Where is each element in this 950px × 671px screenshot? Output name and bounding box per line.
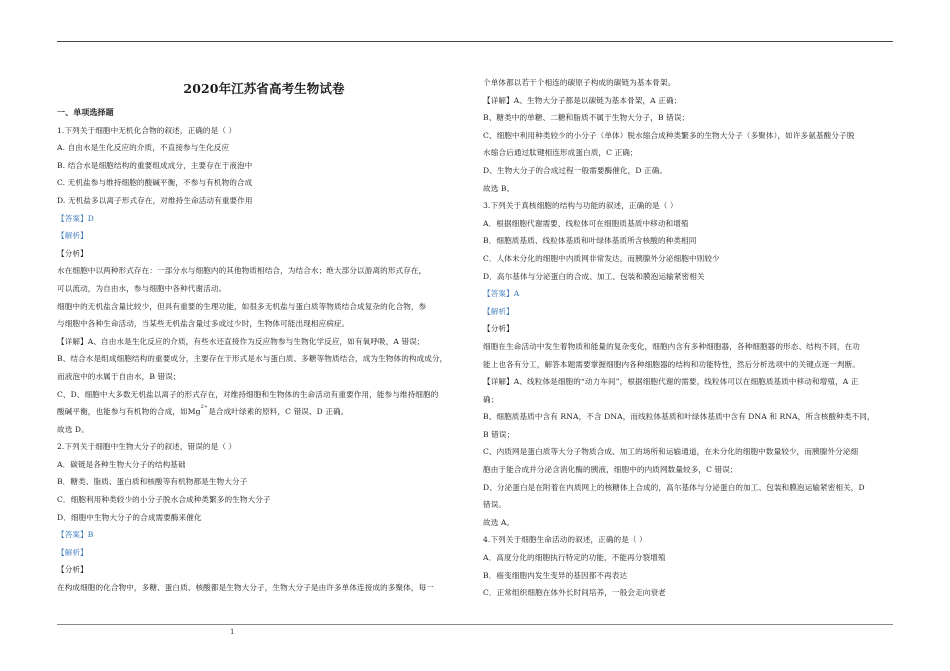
q1-detail-text: 酸碱平衡，也能参与有机物的合成，如Mg <box>57 407 201 417</box>
q3-jiexi: 【解析】 <box>483 306 514 316</box>
q1-fenxi-label: 【分析】 <box>57 248 88 258</box>
q3-conclusion: 故选 A。 <box>483 517 515 527</box>
page-title: 2020年江苏省高考生物试卷 <box>183 81 345 96</box>
right-column <box>483 74 893 602</box>
left-column <box>57 74 471 597</box>
footer-rule <box>57 624 893 625</box>
q1-analysis-line: 可以流动，为自由水，参与细胞中各种代谢活动。 <box>57 283 227 293</box>
q1-option-d: D. 无机盐多以离子形式存在，对维持生命活动有重要作用 <box>57 195 253 205</box>
q1-detail-line: B、结合水是组成细胞结构的重要成分，主要存在于形式是水与蛋白质、多糖等物质结合，成为生物体的构成成分， <box>57 354 448 364</box>
q1-option-b: B. 结合水是细胞结构的重要组成成分，主要存在于液泡中 <box>57 160 253 170</box>
q2-conclusion: 故选 B。 <box>483 183 515 193</box>
q2-detail-line: C、细胞中利用种类较少的小分子（单体）脱水缩合成种类繁多的生物大分子（多聚体），如许多氨基酸分子脱 <box>483 130 855 140</box>
q4-option-c: C．正常组织细胞在体外长时间培养，一般会走向衰老 <box>483 588 666 598</box>
q3-detail-line: 错误。 <box>483 500 507 510</box>
q1-option-c: C. 无机盐参与维持细胞的酸碱平衡，不参与有机物的合成 <box>57 178 253 188</box>
q1-option-a: A. 自由水是生化反应的介质，不直接参与生化反应 <box>57 143 230 153</box>
section-heading: 一、单项选择题 <box>57 107 114 117</box>
q1-analysis-line: 细胞中的无机盐含量比较少，但具有重要的生理功能，如很多无机盐与蛋白质等物质结合成复杂的化合物，参 <box>57 301 427 311</box>
q2-analysis-line: 个单体都以若干个相连的碳原子构成的碳链为基本骨架。 <box>483 78 676 87</box>
q1-detail-line: 【详解】A、自由水是生化反应的介质，有些水还直接作为反应物参与生物化学反应，如有氧呼吸，A 错误； <box>57 336 425 346</box>
q1-stem: 1.下列关于细胞中无机化合物的叙述，正确的是（ ） <box>57 125 237 135</box>
q1-analysis-line: 与细胞中各种生命活动，当某些无机盐含量过多或过少时，生物体可能出现相应病症。 <box>57 319 350 329</box>
q4-stem: 4.下列关于细胞生命活动的叙述，正确的是（ ） <box>483 535 647 545</box>
q2-jiexi: 【解析】 <box>57 547 88 557</box>
q2-answer: 【答案】B <box>57 530 94 540</box>
q2-analysis-line: 在构成细胞的化合物中，多糖、蛋白质、核酸都是生物大分子，生物大分子是由许多单体连接成的多聚体，每一 <box>57 583 434 593</box>
q2-detail-line: D、生物大分子的合成过程一般需要酶催化，D 正确。 <box>483 165 668 175</box>
q4-option-b: B．癌变细胞内发生变异的基因都不再表达 <box>483 570 628 580</box>
q1-detail-line: C、D、细胞中大多数无机盐以离子的形式存在，对维持细胞和生物体的生命活动有重要作用，能参与维持细胞的 <box>57 389 439 399</box>
q2-option-a: A．碳链是各种生物大分子的结构基础 <box>57 459 186 469</box>
q1-analysis-line: 水在细胞中以两种形式存在：一部分水与细胞内的其他物质相结合，为结合水；绝大部分以游离的形式存在， <box>57 266 427 276</box>
q3-option-b: B．细胞质基质、线粒体基质和叶绿体基质所含核酸的种类相同 <box>483 236 697 246</box>
q1-answer: 【答案】D <box>57 213 94 223</box>
q2-fenxi-label: 【分析】 <box>57 565 88 575</box>
header-rule <box>57 41 893 42</box>
q3-detail-line: B、细胞质基质中含有 RNA，不含 DNA，而线粒体基质和叶绿体基质中含有 DNA 和 RNA，所含核酸种类不同， <box>483 412 875 422</box>
q1-detail-text: 是合成叶绿素的原料，C 错误、D 正确。 <box>208 407 349 417</box>
q2-option-d: D．细胞中生物大分子的合成需要酶来催化 <box>57 512 202 522</box>
q3-detail-line: 胞由于能合成并分泌含消化酶的胰液，细胞中的内质网数量较多，C 错误； <box>483 465 738 475</box>
q3-detail-line: C、内质网是蛋白质等大分子物质合成、加工的场所和运输通道，在未分化的细胞中数量较少，而胰腺外分泌细 <box>483 447 859 457</box>
q2-option-b: B．糖类、脂质、蛋白质和核酸等有机物都是生物大分子 <box>57 477 248 487</box>
q2-detail-line: 水缩合后通过肽键相连形成蛋白质，C 正确； <box>483 148 638 158</box>
q1-jiexi: 【解析】 <box>57 231 88 241</box>
q2-detail-line: B、糖类中的单糖、二糖和脂质不属于生物大分子，B 错误； <box>483 113 690 123</box>
q1-detail-line <box>57 403 471 421</box>
q1-detail-line: 而液泡中的水属于自由水，B 错误； <box>57 371 181 381</box>
q3-option-c: C．人体未分化的细胞中内质网非常发达，而胰腺外分泌细胞中则较少 <box>483 253 720 263</box>
q1-conclusion: 故选 D。 <box>57 424 89 434</box>
q3-detail-line: 【详解】A、线粒体是细胞的“动力车间”，根据细胞代谢的需要，线粒体可以在细胞质基质中移动和增殖，A 正 <box>483 377 859 387</box>
page-number: 1 <box>230 628 235 636</box>
q3-analysis-line: 细胞在生命活动中发生着物质和能量的复杂变化，细胞内含有多种细胞器，各种细胞器的形态、结构不同，在功 <box>483 341 860 351</box>
q3-detail-line: B 错误； <box>483 429 515 439</box>
q3-analysis-line: 能上也各有分工，解答本题需要掌握细胞内各种细胞器的结构和功能特性，然后分析选项中的关键点逐一判断。 <box>483 359 860 369</box>
q2-option-c: C．细胞利用种类较少的小分子脱水合成种类繁多的生物大分子 <box>57 495 271 505</box>
q3-answer: 【答案】A <box>483 289 520 299</box>
q3-option-d: D．高尔基体与分泌蛋白的合成、加工、包装和膜泡运输紧密相关 <box>483 271 705 281</box>
q3-detail-line: D、分泌蛋白是在附着在内质网上的核糖体上合成的，高尔基体与分泌蛋白的加工、包装和膜泡运输紧密相关，D <box>483 482 865 492</box>
q2-detail-line: 【详解】A、生物大分子都是以碳链为基本骨架，A 正确； <box>483 95 682 105</box>
q3-stem: 3.下列关于真核细胞的结构与功能的叙述，正确的是（ ） <box>483 201 678 211</box>
q3-detail-line: 确； <box>483 394 499 404</box>
q2-stem: 2.下列关于细胞中生物大分子的叙述，错误的是（ ） <box>57 442 237 452</box>
q3-fenxi-label: 【分析】 <box>483 324 514 334</box>
q3-option-a: A．根据细胞代谢需要，线粒体可在细胞质基质中移动和增殖 <box>483 218 689 228</box>
q4-option-a: A．高度分化的细胞执行特定的功能，不能再分裂增殖 <box>483 553 666 563</box>
mg-charge: 2+ <box>200 404 209 411</box>
